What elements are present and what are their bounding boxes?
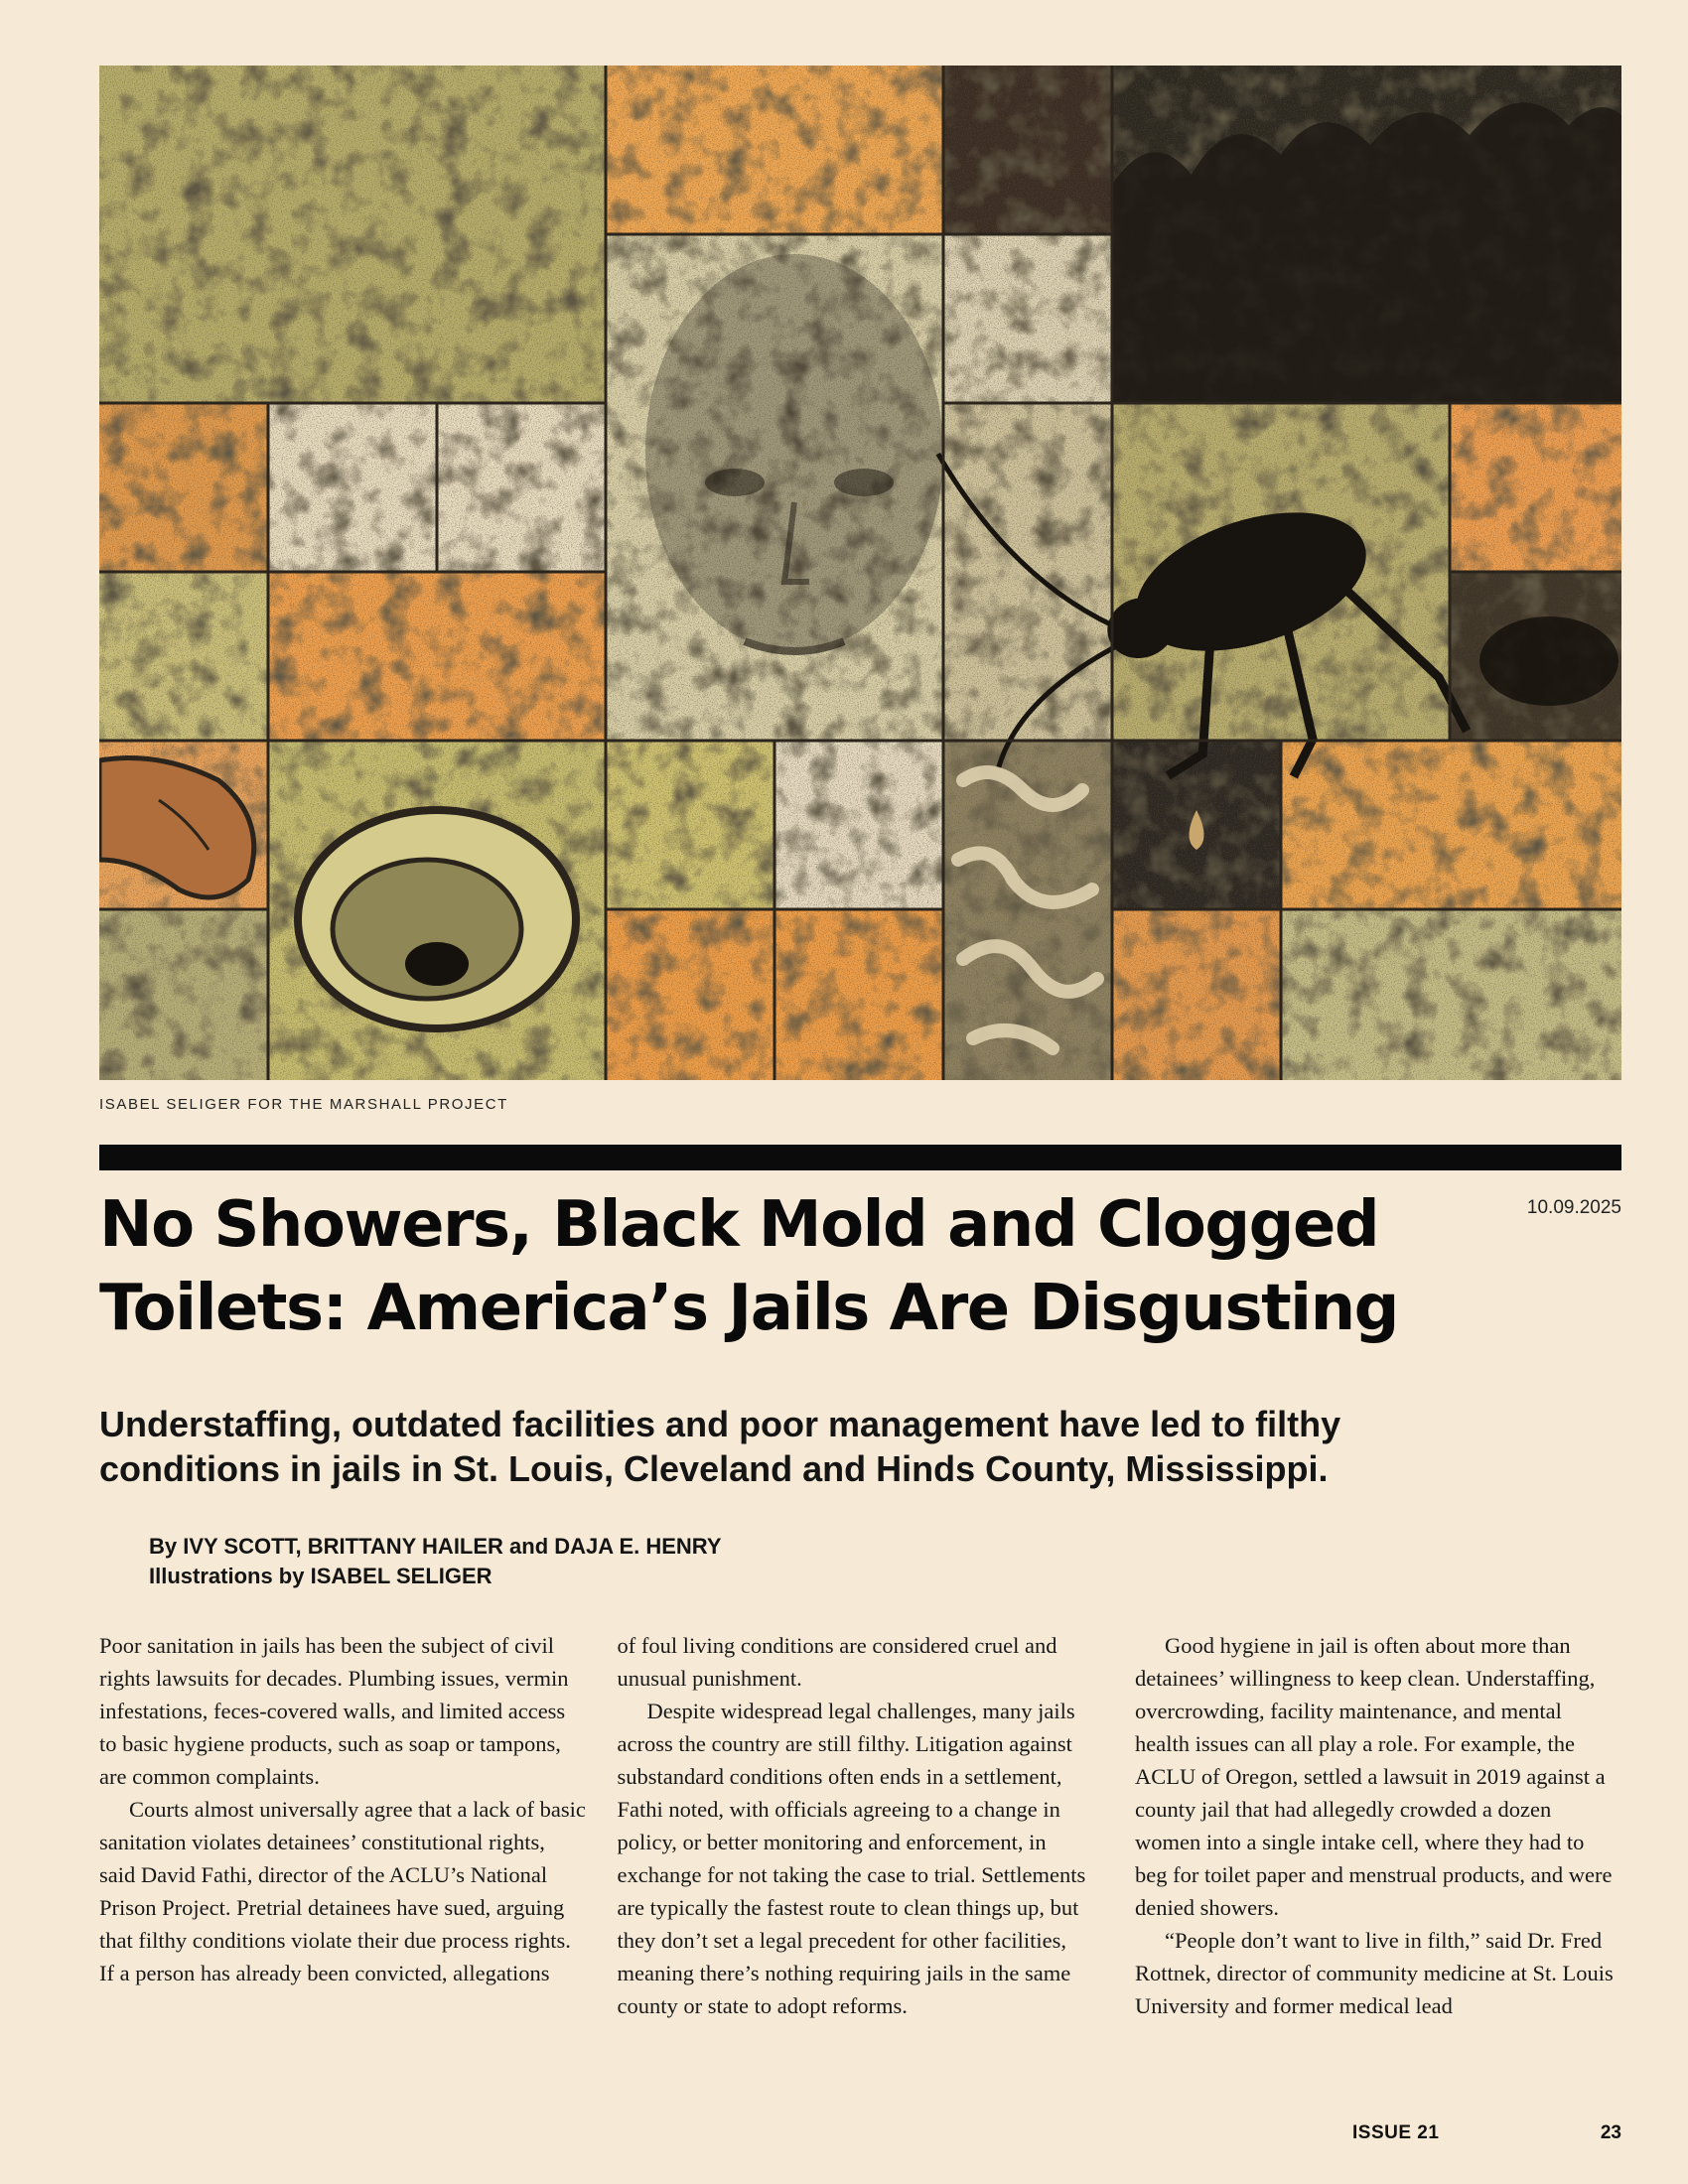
header-illustration <box>99 66 1621 1080</box>
toilet-icon <box>298 810 576 1028</box>
paragraph: Courts almost universally agree that a lack of basic sanitation violates detainees’ constitutional rights, said David Fathi, director of the ACLU’s National Prison Project. Pretrial detainees have sued, arguing that filthy conditions violate their due process rights. If a person has already been convicted, allegations <box>99 1797 586 1985</box>
author-line: By IVY SCOTT, BRITTANY HAILER and DAJA E. HENRY <box>149 1534 722 1559</box>
tile-collage <box>99 66 1621 1080</box>
paragraph: “People don’t want to live in filth,” said Dr. Fred Rottnek, director of community medicine at St. Louis University and former medical lead <box>1135 1928 1614 2018</box>
article-body <box>99 1629 1621 2026</box>
paragraph: Poor sanitation in jails has been the subject of civil rights lawsuits for decades. Plumbing issues, vermin infestations, feces-covered walls, and limited access to basic hygiene products, such as soap or tampons, are common complaints. <box>99 1633 569 1789</box>
article-headline: No Showers, Black Mold and Clogged Toilets: America’s Jails Are Disgusting <box>99 1188 1398 1345</box>
face-icon <box>645 254 943 651</box>
publish-date: 10.09.2025 <box>1526 1197 1621 1218</box>
paragraph: Despite widespread legal challenges, many jails across the country are still filthy. Litigation against substandard conditions often ends in a settlement, Fathi noted, with officials agreeing to a change in policy, or better monitoring and enforcement, in exchange for not taking the case to trial. Settlements are typically the fastest route to clean things up, but they don’t set a legal precedent for other facilities, meaning there’s nothing requiring jails in the same county or state to adopt reforms. <box>617 1699 1086 2018</box>
paragraph: of foul living conditions are considered cruel and unusual punishment. <box>617 1633 1057 1691</box>
issue-number: ISSUE 21 <box>1352 2122 1440 2143</box>
page-number: 23 <box>1600 2122 1621 2143</box>
body-column-1 <box>99 1629 586 2026</box>
paragraph: Good hygiene in jail is often about more than detainees’ willingness to keep clean. Understaffing, overcrowding, facility maintenance, and mental health issues can all play a role. For example, the ACLU of Oregon, settled a lawsuit in 2019 against a county jail that had allegedly crowded a dozen women into a single intake cell, where they had to beg for toilet paper and menstrual products, and were denied showers. <box>1135 1633 1613 1920</box>
article-dek: Understaffing, outdated facilities and poor management have led to filthy conditions in jails in St. Louis, Cleveland and Hinds County, Mississippi. <box>99 1404 1341 1489</box>
byline <box>149 1532 722 1591</box>
illustrator-line: Illustrations by ISABEL SELIGER <box>149 1564 492 1588</box>
headline-rule <box>99 1145 1621 1170</box>
body-column-2 <box>618 1629 1104 2026</box>
body-column-3 <box>1135 1629 1621 2026</box>
photo-credit: ISABEL SELIGER FOR THE MARSHALL PROJECT <box>99 1096 508 1113</box>
